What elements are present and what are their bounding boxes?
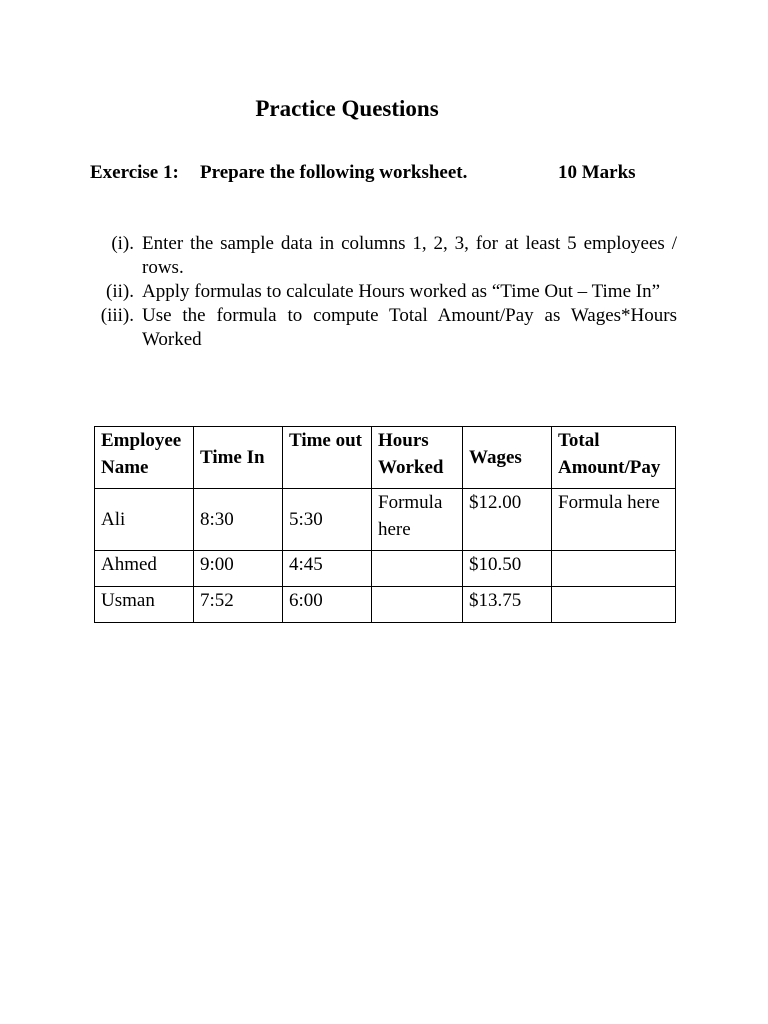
table-cell: $12.00 (463, 489, 552, 551)
table-header-row (95, 427, 676, 489)
column-header: Time out (283, 427, 372, 489)
table-cell (372, 551, 463, 587)
table-cell: Usman (95, 587, 194, 623)
table-cell: 9:00 (194, 551, 283, 587)
table-cell (552, 587, 676, 623)
exercise-marks: 10 Marks (558, 162, 636, 183)
column-header: Wages (463, 427, 552, 489)
exercise-label: Exercise 1: (90, 162, 179, 183)
page-title: Practice Questions (255, 96, 439, 121)
exercise-text: Prepare the following worksheet. (200, 162, 468, 183)
instruction-text: Enter the sample data in columns 1, 2, 3, for at least 5 employees / rows. (142, 233, 677, 278)
table-cell: 6:00 (283, 587, 372, 623)
table-cell: Ahmed (95, 551, 194, 587)
table-cell (552, 551, 676, 587)
instruction-number: (i). (111, 233, 134, 254)
instruction-item (96, 280, 677, 304)
table-cell: 4:45 (283, 551, 372, 587)
table-row (95, 587, 676, 623)
instruction-item (96, 232, 677, 280)
table-cell: Formula here (372, 489, 463, 551)
column-header: Total Amount/Pay (552, 427, 676, 489)
instruction-number: (iii). (100, 305, 134, 326)
column-header: Hours Worked (372, 427, 463, 489)
worksheet-table (94, 426, 676, 623)
table-cell: $13.75 (463, 587, 552, 623)
table-cell: 7:52 (194, 587, 283, 623)
column-header: Time In (194, 427, 283, 489)
table-cell: 5:30 (283, 489, 372, 551)
instruction-item (96, 304, 677, 352)
table-cell (372, 587, 463, 623)
table-cell: Formula here (552, 489, 676, 551)
instruction-text: Apply formulas to calculate Hours worked as “Time Out – Time In” (142, 281, 661, 302)
instruction-text: Use the formula to compute Total Amount/Pay as Wages*Hours Worked (142, 305, 677, 350)
exercise-heading (90, 160, 650, 186)
instruction-list (96, 232, 677, 352)
table-row (95, 551, 676, 587)
table-cell: Ali (95, 489, 194, 551)
instruction-number: (ii). (106, 281, 134, 302)
table-cell: 8:30 (194, 489, 283, 551)
table-cell: $10.50 (463, 551, 552, 587)
column-header: Employee Name (95, 427, 194, 489)
table-row (95, 489, 676, 551)
